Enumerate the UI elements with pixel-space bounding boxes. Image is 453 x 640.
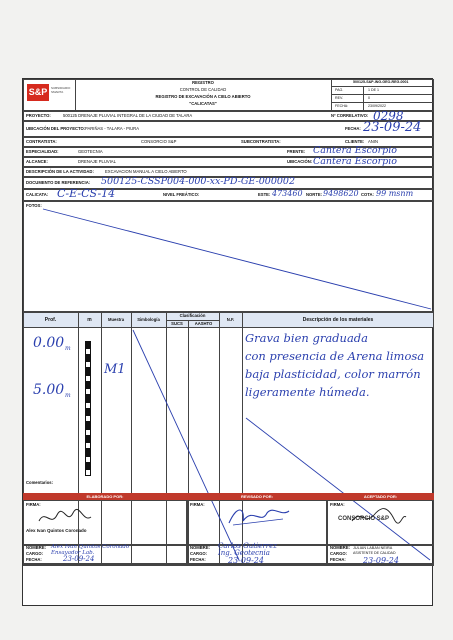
depth-ruler [85,341,91,476]
freatico-label: NIVEL FREÁTICO: [163,192,200,197]
aceptado-band: ACEPTADO POR: [327,493,434,500]
col-descripcion: Descripción de los materiales [302,317,374,323]
elaborado-nombre-label: NOMBRE: [26,545,47,550]
aceptado-stamp: CONSORCIO S&P [338,516,390,522]
divider [75,79,76,111]
calicata-value: C-E-CS-14 [57,187,116,200]
proyecto-label: PROYECTO: [26,113,51,118]
fotos-label: FOTOS: [26,203,42,208]
comments-label: Comentarios: [26,480,53,485]
alcance-label: ALCANCE: [26,159,48,164]
depth-top: 0.00 [33,335,65,351]
logo-tagline: SUBSIDIARIO SMARTA [51,86,71,94]
elaborado-band: ELABORADO POR: [23,493,187,500]
aceptado-firma-label: FIRMA: [330,502,345,507]
especialidad-value: GEOTECNIA [78,149,103,154]
rev-value: 0 [368,96,370,100]
fecha-project-value: 23-09-24 [363,120,422,135]
norte-value: 9498620 [323,189,359,198]
actividad-label: DESCRIPCIÓN DE LA ACTIVIDAD: [26,169,94,174]
header-title-2: CONTROL DE CALIDAD [179,87,227,92]
header-title-1: REGISTRO [192,80,214,85]
contratista-label: CONTRATISTA: [26,139,57,144]
calicata-label: CALICATA: [26,192,49,197]
pag-row [331,87,434,95]
ubicacion-value: PARIÑAS - TALARA - PIURA [85,126,139,131]
pag-value: 1 DE 1 [368,88,379,92]
document-sheet [22,78,433,606]
fecha-value: 23/09/2022 [368,104,386,108]
elaborado-firma-label: FIRMA: [26,502,41,507]
cota-label: COTA: [361,192,374,197]
header-title-4: "CALICATAS" [189,101,217,106]
documento-value: 500125-CSSP004-000-xx-PD-GE-000002 [101,176,295,187]
rev-label: REV. [335,96,344,100]
elaborado-stamp-name: Alex Ivan Quintos Coronado [26,528,87,533]
fotos-strike-line [23,201,434,312]
description-line-2: con presencia de Arena limosa [245,349,425,363]
revisado-cargo: Ing. Geotecnia [218,549,270,557]
revisado-nombre: Carlos Gutierrez [218,542,277,550]
cliente-label: CLIENTE: [345,139,365,144]
aceptado-fecha: 23-09-24 [363,556,399,565]
col-prof: Prof. [44,317,57,323]
fecha-project-label: FECHA: [345,126,361,131]
cota-value: 99 msnm [376,189,414,198]
col-aashto: AASHTO [194,321,213,326]
elaborado-fecha-label: FECHA: [26,557,42,562]
aceptado-nombre: JULIAN LABAN NEIRA [353,546,393,550]
norte-label: NORTE: [306,192,323,197]
aceptado-signature [348,505,408,529]
divider [363,87,364,111]
col-m: m [87,317,92,323]
document-code: 500125-S&P-ING-GEO-REG-0001 [353,80,409,84]
elaborado-cargo-label: CARGO: [26,551,43,556]
rev-row [331,95,434,103]
revisado-band: REVISADO POR: [187,493,327,500]
cliente-value: ANIN [368,139,379,144]
frente-label: FRENTE: [287,149,306,154]
logo-mark: S&P [27,84,49,101]
correlativo-label: Nº CORRELATIVO: [331,113,369,118]
ubicacion-label: UBICACIÓN DEL PROYECTO: [26,126,86,131]
especialidad-label: ESPECIALIDAD: [26,149,59,154]
actividad-value: EXCAVACION MANUAL A CIELO ABIERTO [105,169,187,174]
depth-bottom-unit: m [65,392,71,399]
este-label: ESTE: [258,192,271,197]
proyecto-value: 500125 DRENAJE PLUVIAL INTEGRAL DE LA CIUDAD DE TALARA [63,113,193,118]
aceptado-cargo: ASISTENTE DE CALIDAD [353,551,396,555]
ubicacion2-value: Cantera Escorpio [313,156,397,167]
col-sucs: SUCS [171,321,183,326]
ubicacion2-label: UBICACIÓN: [287,159,313,164]
description-line-4: ligeramente húmeda. [245,385,370,399]
company-logo [25,81,71,105]
revisado-firma-label: FIRMA: [190,502,205,507]
header-title-3: REGISTRO DE EXCAVACIÓN A CIELO ABIERTO [155,94,251,99]
correlativo-value: 0298 [373,109,404,123]
aceptado-nombre-label: NOMBRE: [330,545,351,550]
pag-label: PAG. [335,88,344,92]
elaborado-fecha: 23-09-24 [63,555,95,563]
sample-label: M1 [104,362,126,377]
subcontratista-label: SUBCONTRATISTA: [241,139,281,144]
col-muestra: Muestra [107,317,125,322]
description-line-3: baja plasticidad, color marrón [245,367,421,381]
elaborado-signature [35,507,95,529]
revisado-cargo-label: CARGO: [190,551,207,556]
col-clasificacion: Clasificación [179,313,206,318]
frente-value: Cantera Escorpio [313,145,397,156]
documento-label: DOCUMENTO DE REFERENCIA: [26,180,91,185]
col-simbologia: Simbología [137,317,160,322]
contratista-value: CONSORCIO S&P [141,139,177,144]
revisado-fecha-label: FECHA: [190,557,206,562]
aceptado-cargo-label: CARGO: [330,551,347,556]
depth-bottom: 5.00 [33,382,65,398]
este-value: 473460 [272,189,303,198]
aceptado-fecha-label: FECHA: [330,557,346,562]
fecha-label: FECHA: [335,104,349,108]
revisado-nombre-label: NOMBRE: [190,545,211,550]
elaborado-cargo: Ensayador Lab. [51,550,95,556]
revisado-signature [223,503,293,529]
col-nf: N.F. [226,317,235,322]
revisado-fecha: 23-09-24 [228,556,264,565]
description-line-1: Grava bien graduada [245,331,369,345]
depth-top-unit: m [65,345,71,352]
alcance-value: DRENAJE PLUVIAL [78,159,116,164]
elaborado-nombre: Alex Ivan Quintos Coronado [51,544,130,550]
